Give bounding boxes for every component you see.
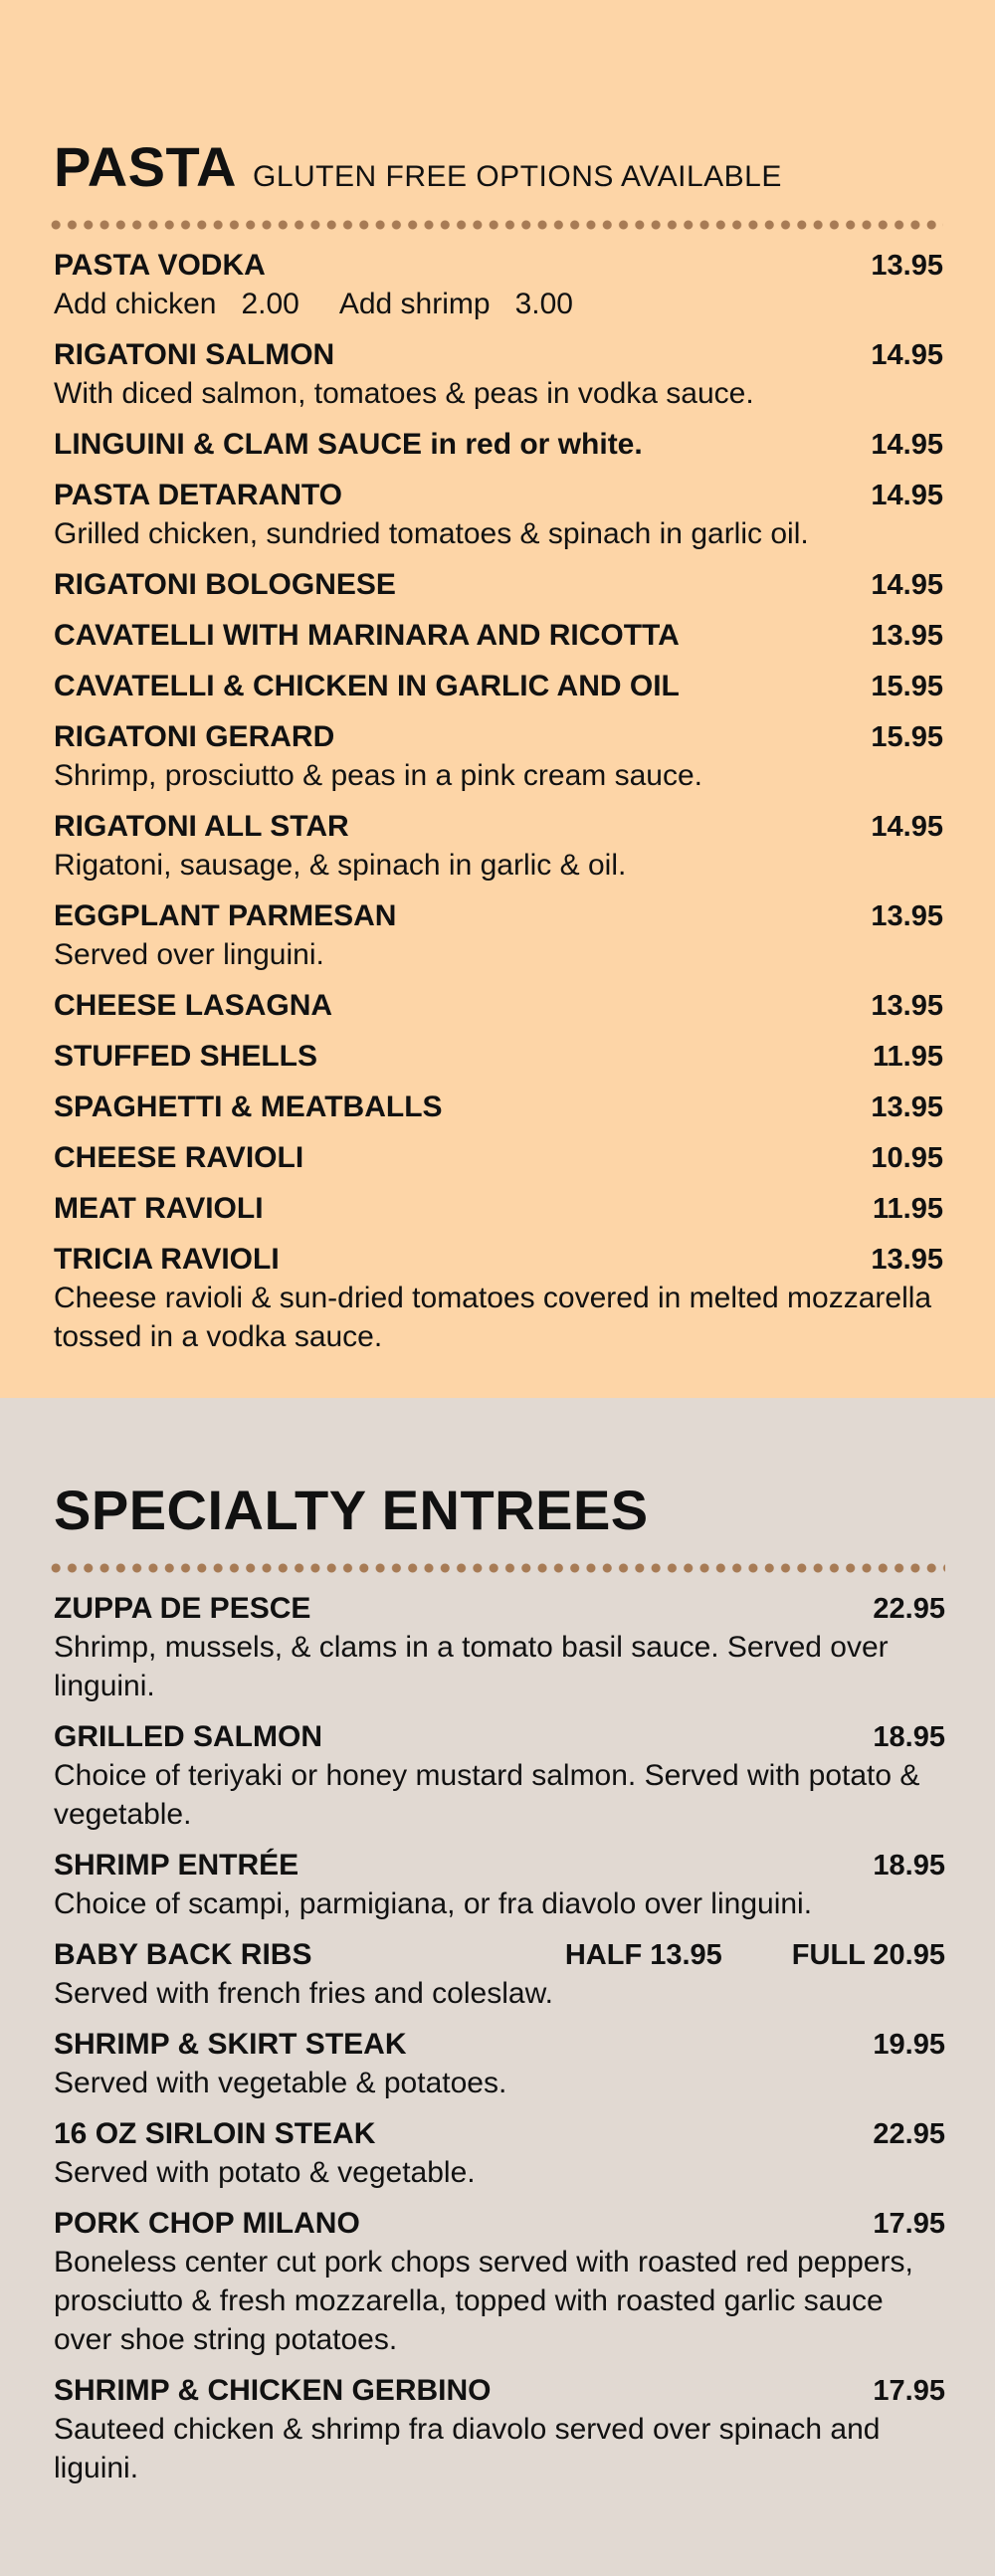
item-price: 17.95 [873, 2375, 945, 2407]
menu-item [54, 987, 943, 1025]
item-price-half: HALF 13.95 [564, 1939, 722, 1971]
item-description: Served over linguini. [54, 938, 324, 971]
item-price: 13.95 [871, 1091, 943, 1123]
item-name: MEAT RAVIOLI [54, 1192, 264, 1225]
entree-item-list [54, 1590, 945, 1923]
item-name-group [54, 566, 396, 603]
item-note: in red or white. [430, 428, 643, 461]
entree-item-list [54, 2026, 945, 2487]
menu-item [54, 668, 943, 705]
menu-item-baby-back-ribs [54, 1936, 945, 2013]
item-name-group [54, 1590, 310, 1627]
item-description: Served with vegetable & potatoes. [54, 2067, 507, 2099]
item-price: 13.95 [871, 250, 943, 282]
item-price: 13.95 [871, 1244, 943, 1276]
item-name-group [54, 808, 349, 845]
item-name-group [54, 1139, 303, 1176]
pasta-subtitle: GLUTEN FREE OPTIONS AVAILABLE [252, 160, 782, 193]
item-price: 14.95 [871, 429, 943, 461]
item-description: Grilled chicken, sundried tomatoes & spinach in garlic oil. [54, 517, 809, 550]
menu-item [54, 1847, 945, 1923]
entrees-title: SPECIALTY ENTREES [54, 1479, 649, 1541]
item-name-group [54, 2115, 375, 2152]
menu-item [54, 897, 943, 974]
menu-item [54, 566, 943, 604]
pasta-heading [54, 135, 943, 207]
item-name-group [54, 1847, 298, 1883]
item-price: 11.95 [873, 1041, 943, 1073]
item-price: 17.95 [873, 2208, 945, 2240]
item-description: Choice of teriyaki or honey mustard salmon. Served with potato & vegetable. [54, 1759, 920, 1831]
menu-item [54, 426, 943, 464]
menu-item [54, 1241, 943, 1356]
item-description: Cheese ravioli & sun-dried tomatoes covered in melted mozzarella tossed in a vodka sauce. [54, 1282, 932, 1353]
item-name: STUFFED SHELLS [54, 1040, 318, 1073]
item-price: 13.95 [871, 900, 943, 932]
menu-item [54, 1718, 945, 1834]
menu-item [54, 2372, 945, 2487]
item-name: GRILLED SALMON [54, 1720, 322, 1753]
item-name: LINGUINI & CLAM SAUCE [54, 428, 422, 461]
menu-item [54, 477, 943, 553]
item-name: SHRIMP & CHICKEN GERBINO [54, 2374, 492, 2407]
menu-item [54, 1089, 943, 1126]
item-price: 15.95 [871, 671, 943, 702]
pasta-item-list [54, 336, 943, 1356]
item-price: 10.95 [871, 1142, 943, 1174]
menu-item [54, 336, 943, 413]
item-description: Served with potato & vegetable. [54, 2156, 476, 2189]
item-name: SHRIMP & SKIRT STEAK [54, 2028, 407, 2061]
item-name: SHRIMP ENTRÉE [54, 1849, 299, 1882]
item-description: With diced salmon, tomatoes & peas in vodka sauce. [54, 377, 754, 410]
item-name: CAVATELLI & CHICKEN IN GARLIC AND OIL [54, 670, 680, 702]
item-price: 14.95 [871, 480, 943, 511]
item-price: 18.95 [873, 1850, 945, 1882]
item-name-group [54, 617, 680, 654]
item-description: Choice of scampi, parmigiana, or fra diavolo over linguini. [54, 1887, 813, 1920]
item-price-full: FULL 20.95 [791, 1939, 945, 1971]
item-name: RIGATONI BOLOGNESE [54, 568, 396, 601]
menu-item [54, 2026, 945, 2102]
item-name: ZUPPA DE PESCE [54, 1592, 311, 1625]
item-description: Served with french fries and coleslaw. [54, 1977, 553, 2010]
item-price: 11.95 [873, 1193, 943, 1225]
item-addons: Add chicken 2.00 Add shrimp 3.00 [54, 288, 573, 320]
item-name: PASTA VODKA [54, 249, 266, 282]
item-description: Shrimp, prosciutto & peas in a pink cream sauce. [54, 759, 702, 792]
item-name: 16 OZ SIRLOIN STEAK [54, 2117, 376, 2150]
pasta-title: PASTA [54, 135, 237, 198]
item-name-group [54, 1241, 280, 1278]
item-name: EGGPLANT PARMESAN [54, 899, 397, 932]
item-name: TRICIA RAVIOLI [54, 1243, 280, 1276]
menu-item [54, 1139, 943, 1177]
item-description: Shrimp, mussels, & clams in a tomato basil sauce. Served over linguini. [54, 1631, 889, 1702]
item-name: PORK CHOP MILANO [54, 2207, 360, 2240]
item-name: CAVATELLI WITH MARINARA AND RICOTTA [54, 619, 680, 652]
item-name-group [54, 718, 334, 755]
item-price: 14.95 [871, 339, 943, 371]
menu-item [54, 2115, 945, 2192]
item-price: 13.95 [871, 990, 943, 1022]
item-price: 22.95 [873, 1593, 945, 1625]
item-price: 14.95 [871, 811, 943, 843]
item-name-group [54, 1038, 317, 1075]
item-name: RIGATONI SALMON [54, 338, 335, 371]
item-name-group [54, 426, 643, 463]
item-name: BABY BACK RIBS [54, 1938, 312, 1971]
menu-item-pasta-vodka [54, 247, 943, 323]
item-price: 15.95 [871, 721, 943, 753]
item-description: Rigatoni, sausage, & spinach in garlic & oil. [54, 849, 627, 882]
item-name: CHEESE LASAGNA [54, 989, 333, 1022]
menu-item [54, 1190, 943, 1228]
item-name-group [54, 2026, 406, 2063]
item-price: 22.95 [873, 2118, 945, 2150]
item-name-group [54, 1718, 322, 1755]
item-price: 13.95 [871, 620, 943, 652]
item-price: 19.95 [873, 2029, 945, 2061]
menu-item [54, 808, 943, 885]
item-name-group [54, 2372, 491, 2409]
item-name: SPAGHETTI & MEATBALLS [54, 1090, 443, 1123]
item-name-group [54, 336, 334, 373]
item-name: RIGATONI GERARD [54, 720, 335, 753]
entrees-heading [54, 1479, 945, 1550]
item-name-group [54, 668, 680, 704]
item-name-group [54, 987, 332, 1024]
specialty-entrees-section [0, 1398, 995, 2576]
item-name-group [54, 897, 396, 934]
menu-item [54, 1590, 945, 1705]
item-name: PASTA DETARANTO [54, 479, 342, 511]
menu-item [54, 2205, 945, 2359]
item-name-group [54, 1089, 443, 1125]
item-name: RIGATONI ALL STAR [54, 810, 349, 843]
item-description: Boneless center cut pork chops served with roasted red peppers, prosciutto & fresh mozzarella, topped with roasted garlic sauce over shoe string potatoes. [54, 2246, 913, 2356]
item-description: Sauteed chicken & shrimp fra diavolo served over spinach and liguini. [54, 2413, 881, 2484]
item-name-group [54, 477, 342, 513]
item-price: 18.95 [873, 1721, 945, 1753]
dotted-divider [48, 219, 943, 231]
menu-item [54, 1038, 943, 1076]
item-name: CHEESE RAVIOLI [54, 1141, 304, 1174]
menu-item [54, 617, 943, 655]
dotted-divider [48, 1562, 945, 1574]
item-name-group [54, 1190, 264, 1227]
item-name-group [54, 2205, 360, 2242]
item-price: 14.95 [871, 569, 943, 601]
menu-item [54, 718, 943, 795]
